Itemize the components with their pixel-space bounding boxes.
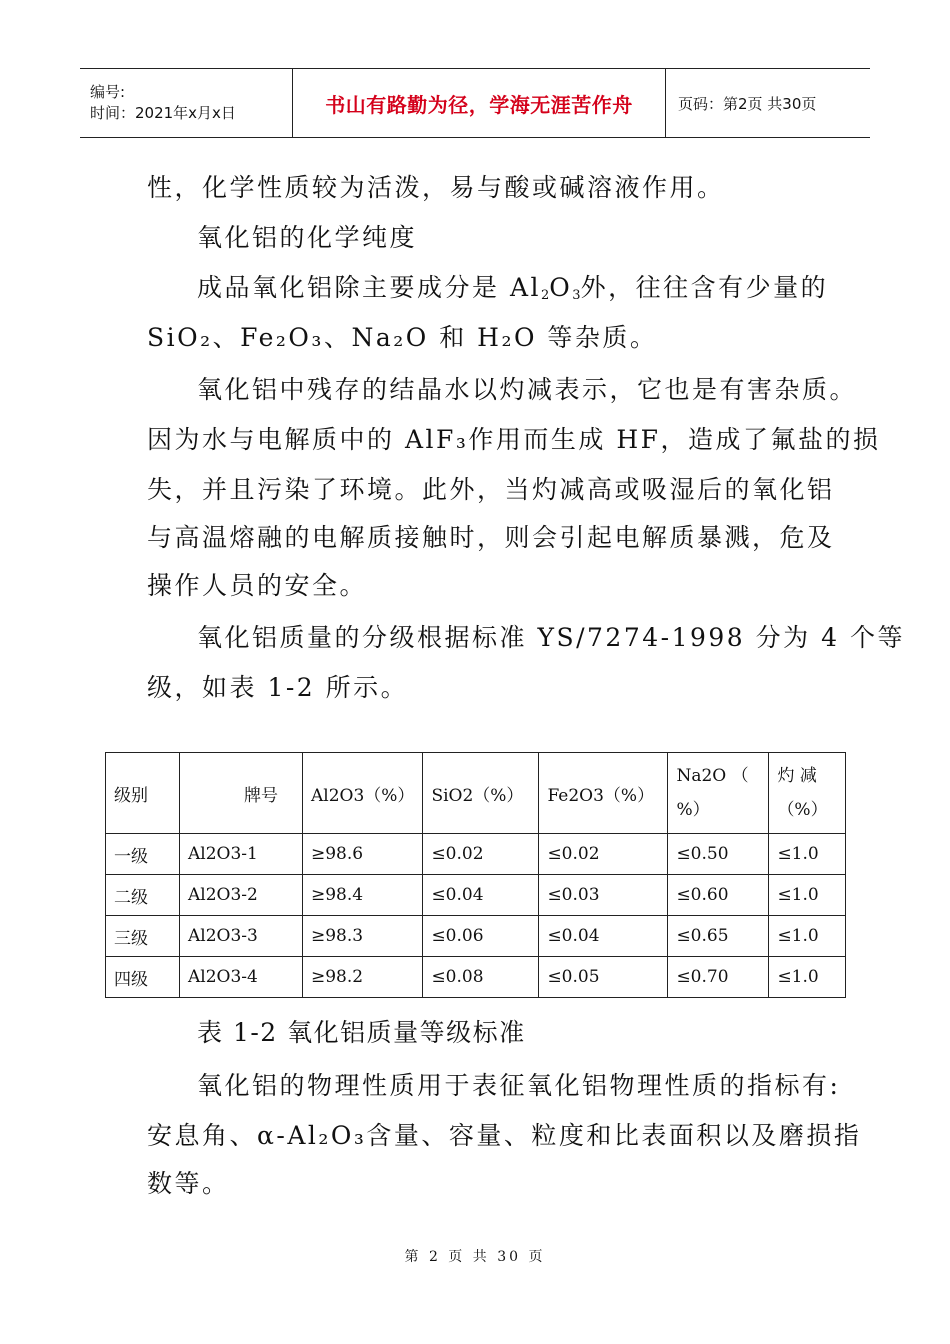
paragraph-line: 级，如表 1-2 所示。 xyxy=(147,673,409,702)
table-cell: ≤1.0 xyxy=(769,957,846,998)
page-footer: 第 2 页 共 30 页 xyxy=(404,1249,546,1265)
table-header-cell: Al2O3（%） xyxy=(303,753,423,834)
header-page-info: 页码：第2页 共30页 xyxy=(678,94,817,113)
table-header-cell: Na2O （ %） xyxy=(668,753,769,834)
table-header-cell: Fe2O3（%） xyxy=(539,753,668,834)
table-cell: 二级 xyxy=(106,875,180,916)
table-header-cell: 级别 xyxy=(106,753,180,834)
table-cell: ≤0.02 xyxy=(539,834,668,875)
table-cell: ≤1.0 xyxy=(769,875,846,916)
table-cell: ≤0.05 xyxy=(539,957,668,998)
table-cell: ≥98.6 xyxy=(303,834,423,875)
table-cell: ≤0.04 xyxy=(539,916,668,957)
quality-grade-table xyxy=(105,752,846,998)
paragraph-line: 氧化铝中残存的结晶水以灼减表示，它也是有害杂质。 xyxy=(197,375,858,404)
table-cell: ≤0.02 xyxy=(423,834,539,875)
paragraph-line: 数等。 xyxy=(147,1169,230,1198)
table-cell: Al2O3-2 xyxy=(180,875,303,916)
table-cell: ≤1.0 xyxy=(769,834,846,875)
paragraph-line: 因为水与电解质中的 AlF₃作用而生成 HF，造成了氟盐的损 xyxy=(147,425,881,454)
table-cell: ≤0.70 xyxy=(668,957,769,998)
table-cell: ≤0.65 xyxy=(668,916,769,957)
document-time: 时间：2021年x月x日 xyxy=(90,104,236,122)
table-cell: ≤0.60 xyxy=(668,875,769,916)
table-header-cell: SiO2（%） xyxy=(423,753,539,834)
paragraph-line: 失，并且污染了环境。此外，当灼减高或吸湿后的氧化铝 xyxy=(147,475,835,504)
table-row xyxy=(106,834,846,875)
table-row xyxy=(106,957,846,998)
table-cell: ≥98.3 xyxy=(303,916,423,957)
table-caption: 表 1-2 氧化铝质量等级标准 xyxy=(197,1018,526,1047)
table-cell: ≤0.50 xyxy=(668,834,769,875)
table-cell: ≤0.04 xyxy=(423,875,539,916)
paragraph-line: 氧化铝的物理性质用于表征氧化铝物理性质的指标有: xyxy=(197,1071,841,1100)
table-header-cell: 牌号 xyxy=(180,753,303,834)
table-cell: Al2O3-4 xyxy=(180,957,303,998)
document-number-label: 编号: xyxy=(90,83,126,101)
paragraph-line: 氧化铝质量的分级根据标准 YS/7274-1998 分为 4 个等 xyxy=(197,623,905,652)
text-run: 外，往往含有少量的 xyxy=(580,273,829,302)
subscript: 2 xyxy=(541,288,550,303)
text-run: 成品氧化铝除主要成分是 Al xyxy=(197,273,541,302)
table-cell: ≤0.08 xyxy=(423,957,539,998)
text-run: O xyxy=(549,273,573,302)
paragraph-line: 与高温熔融的电解质接触时，则会引起电解质暴溅，危及 xyxy=(147,523,835,552)
table-cell: ≥98.2 xyxy=(303,957,423,998)
table-row xyxy=(106,875,846,916)
table-header-row xyxy=(106,753,846,834)
table-cell: ≤0.06 xyxy=(423,916,539,957)
subscript: 3 xyxy=(572,288,581,303)
table-cell: ≥98.4 xyxy=(303,875,423,916)
table-header-cell: 灼 减（%） xyxy=(769,753,846,834)
paragraph-line: SiO₂、Fe₂O₃、Na₂O 和 H₂O 等杂质。 xyxy=(147,323,658,352)
table-cell: 一级 xyxy=(106,834,180,875)
paragraph-line: 安息角、α-Al₂O₃含量、容量、粒度和比表面积以及磨损指 xyxy=(147,1121,862,1150)
table-cell: ≤1.0 xyxy=(769,916,846,957)
table-cell: Al2O3-1 xyxy=(180,834,303,875)
table-cell: ≤0.03 xyxy=(539,875,668,916)
table-cell: Al2O3-3 xyxy=(180,916,303,957)
header-motto: 书山有路勤为径，学海无涯苦作舟 xyxy=(293,69,666,137)
table-cell: 三级 xyxy=(106,916,180,957)
page-header xyxy=(80,68,870,138)
paragraph-line xyxy=(197,268,865,304)
section-heading-purity: 氧化铝的化学纯度 xyxy=(197,223,418,252)
header-meta xyxy=(80,69,293,137)
table-row xyxy=(106,916,846,957)
table-cell: 四级 xyxy=(106,957,180,998)
paragraph-line: 操作人员的安全。 xyxy=(147,571,368,600)
paragraph-line: 性，化学性质较为活泼，易与酸或碱溶液作用。 xyxy=(147,173,725,202)
